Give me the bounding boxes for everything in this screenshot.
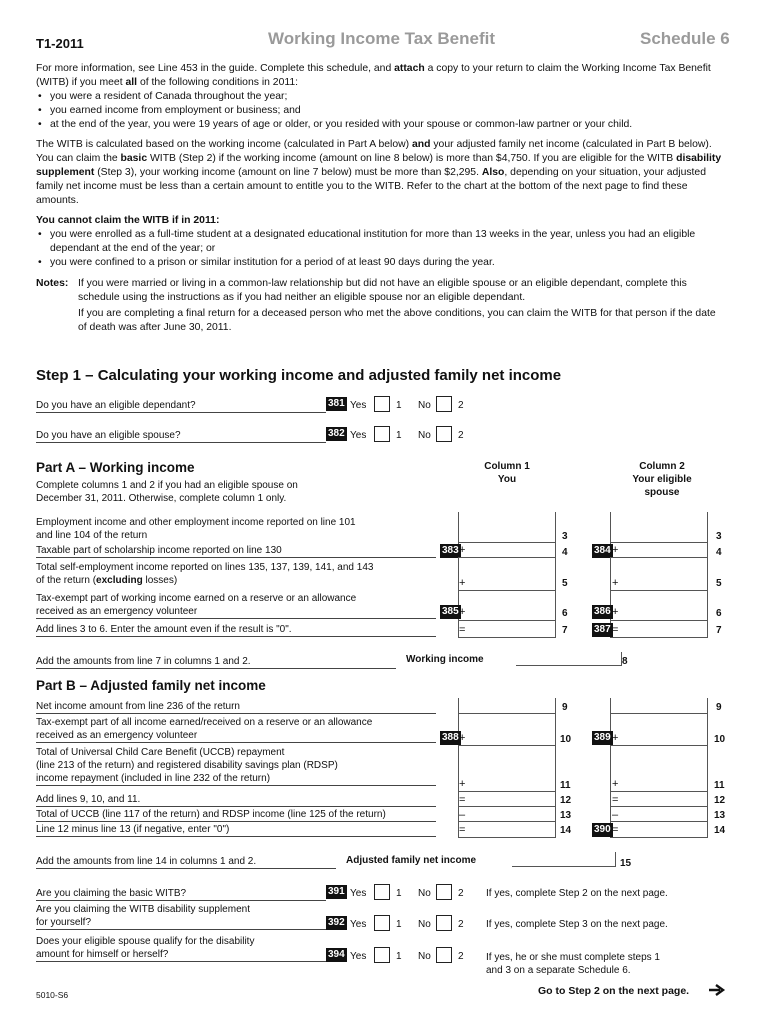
no-value: 2	[458, 888, 464, 899]
list-item: • you were confined to a prison or similar institution for a period of at least 90 days during the year.	[36, 256, 726, 270]
column1-header: Column 1 You	[484, 461, 530, 485]
list-item: • you were enrolled as a full-time student at a designated educational institution for more than 13 weeks in the year, unless you had an eligible dependant at the end of the year; or	[36, 228, 726, 256]
yes-value: 1	[396, 919, 402, 930]
field-code-386: 386	[594, 606, 611, 617]
line4-col2-input[interactable]	[622, 544, 708, 558]
yes-label: Yes	[350, 888, 367, 899]
no-checkbox[interactable]	[436, 396, 452, 412]
no-label: No	[418, 888, 431, 899]
yes-checkbox[interactable]	[374, 947, 390, 963]
partB-column2-fields	[610, 698, 708, 838]
field-code-384: 384	[594, 545, 611, 556]
line-number-6: 6	[562, 608, 568, 619]
yes-value: 1	[396, 888, 402, 899]
line-number-5: 5	[716, 578, 722, 589]
field-code-391: 391	[328, 886, 345, 897]
line14-label: Line 12 minus line 13 (if negative, enter "0")	[36, 823, 436, 837]
line8-label: Add the amounts from line 7 in columns 1 and 2.	[36, 655, 396, 669]
note-1: If you were married or living in a common-law relationship but did not have an eligible spouse or an eligible dependant, complete this schedule using the instructions as if you had neither an eligible spouse nor an eligible dependant.	[78, 278, 687, 303]
field-code-394: 394	[328, 949, 345, 960]
yes-value: 1	[396, 430, 402, 441]
line11-label: Total of Universal Child Care Benefit (UCCB) repayment (line 213 of the return) and registered disability savings plan (RDSP) income repayment (included in line 232 of the return)	[36, 746, 436, 786]
line-number-9: 9	[562, 702, 568, 713]
question-eligible-spouse: Do you have an eligible spouse?	[36, 429, 326, 443]
field-code-390: 390	[594, 824, 611, 835]
partA-description: Complete columns 1 and 2 if you had an eligible spouse on December 31, 2011. Otherwise, complete column 1 only.	[36, 480, 298, 504]
line-number-3: 3	[562, 531, 568, 542]
note-2: If you are completing a final return for a deceased person who met the above conditions, you can claim the WITB for that person if the date of death was after June 30, 2011.	[78, 308, 716, 333]
line7-label: Add lines 3 to 6. Enter the amount even if the result is "0".	[36, 623, 436, 637]
line15-label: Add the amounts from line 14 in columns 1 and 2.	[36, 855, 336, 869]
line9-label: Net income amount from line 236 of the return	[36, 700, 436, 714]
basic-witb-note: If yes, complete Step 2 on the next page.	[486, 888, 668, 899]
line-number-11: 11	[560, 780, 571, 791]
list-item: • at the end of the year, you were 19 years of age or older, or you resided with your spouse or common-law partner or your child.	[36, 118, 726, 132]
field-code-392: 392	[328, 917, 345, 928]
line6-label: Tax-exempt part of working income earned on a reserve or an allowance received as an emergency volunteer	[36, 592, 436, 619]
line-number-14: 14	[714, 825, 726, 836]
arrow-right-icon	[708, 983, 726, 997]
line-number-9: 9	[716, 702, 722, 713]
adjusted-income-input[interactable]	[512, 852, 616, 867]
field-code-385: 385	[442, 606, 459, 617]
line-number-4: 4	[716, 547, 722, 558]
notes-label: Notes:	[36, 278, 69, 289]
list-item: • you were a resident of Canada throughout the year;	[36, 90, 726, 104]
next-page-instruction: Go to Step 2 on the next page.	[538, 985, 690, 997]
field-code-383: 383	[442, 545, 459, 556]
no-label: No	[418, 400, 431, 411]
line13-label: Total of UCCB (line 117 of the return) and RDSP income (line 125 of the return)	[36, 808, 436, 822]
no-label: No	[418, 951, 431, 962]
working-income-label: Working income	[406, 654, 484, 665]
partB-title: Part B – Adjusted family net income	[36, 678, 266, 693]
line-number-3: 3	[716, 531, 722, 542]
field-code-387: 387	[594, 624, 611, 635]
yes-value: 1	[396, 951, 402, 962]
yes-label: Yes	[350, 919, 367, 930]
schedule-label: Schedule 6	[640, 29, 730, 48]
line-number-12: 12	[714, 795, 726, 806]
field-code-381: 381	[328, 398, 345, 409]
yes-label: Yes	[350, 951, 367, 962]
yes-checkbox[interactable]	[374, 396, 390, 412]
column2-header: Column 2 Your eligible spouse	[632, 461, 692, 498]
cannot-claim-title: You cannot claim the WITB if in 2011:	[36, 215, 220, 226]
conditions-list	[36, 90, 726, 132]
line5-label: Total self-employment income reported on lines 135, 137, 139, 141, and 143 of the return (excluding losses)	[36, 562, 374, 586]
line-number-10: 10	[560, 734, 572, 745]
line-number-10: 10	[714, 734, 726, 745]
line-number-11: 11	[714, 780, 725, 791]
line-number-7: 7	[562, 625, 568, 636]
calculation-paragraph: The WITB is calculated based on the working income (calculated in Part A below) and your adjusted family net income (calculated in Part B below). You can claim the basic WITB (Step 2) if the working income (amount on line 8 below) is more than $4,750. If you are eligible for the WITB disability supplement (Step 3), your working income (amount on line 7 below) must be more than $2,295. Also, depending on your situation, your adjusted family net income must be less than a certain amount to entitle you to the WITB. Refer to the chart at the bottom of the next page to find these amounts.	[36, 139, 722, 206]
no-value: 2	[458, 919, 464, 930]
field-code-388: 388	[442, 732, 459, 743]
working-income-input[interactable]	[516, 652, 622, 666]
intro-paragraph: For more information, see Line 453 in the guide. Complete this schedule, and attach a copy to your return to claim the Working Income Tax Benefit (WITB) if you meet all of the following conditions in 2011: • you were a resident of Canada throughout the year; • you earned income from employment or business; and • at the end of the year, you were 19 years of age or older, or you resided with your spouse or common-law partner or your child.	[36, 62, 726, 132]
yes-checkbox[interactable]	[374, 426, 390, 442]
cannot-claim-section	[36, 214, 726, 270]
partB-column1-fields	[458, 698, 556, 838]
no-value: 2	[458, 400, 464, 411]
no-value: 2	[458, 430, 464, 441]
adjusted-family-net-income-label: Adjusted family net income	[346, 855, 477, 866]
no-label: No	[418, 919, 431, 930]
no-checkbox[interactable]	[436, 884, 452, 900]
yes-label: Yes	[350, 430, 367, 441]
line3-label: Employment income and other employment income reported on line 101 and line 104 of the return	[36, 517, 356, 541]
line4-label: Taxable part of scholarship income reported on line 130	[36, 544, 436, 558]
line-number-13: 13	[714, 810, 726, 821]
line-number-7: 7	[716, 625, 722, 636]
disability-supplement-note: If yes, complete Step 3 on the next page.	[486, 919, 668, 930]
line-number-13: 13	[560, 810, 572, 821]
partA-title: Part A – Working income	[36, 460, 195, 475]
notes-section	[36, 277, 726, 335]
list-item: • you earned income from employment or business; and	[36, 104, 726, 118]
line-number-8: 8	[622, 656, 628, 667]
yes-value: 1	[396, 400, 402, 411]
line-number-6: 6	[716, 608, 722, 619]
line-number-14: 14	[560, 825, 572, 836]
yes-checkbox[interactable]	[374, 884, 390, 900]
line10-label: Tax-exempt part of all income earned/received on a reserve or an allowance received as an emergency volunteer	[36, 716, 436, 743]
no-checkbox[interactable]	[436, 947, 452, 963]
question-spouse-disability: Does your eligible spouse qualify for the disability amount for himself or herself?	[36, 935, 326, 962]
form-title: Working Income Tax Benefit	[268, 29, 496, 48]
form-id: T1-2011	[36, 36, 84, 51]
form-code: 5010-S6	[36, 990, 69, 1000]
line-number-5: 5	[562, 578, 568, 589]
no-value: 2	[458, 951, 464, 962]
field-code-382: 382	[328, 428, 345, 439]
field-code-389: 389	[594, 732, 611, 743]
line12-label: Add lines 9, 10, and 11.	[36, 793, 436, 807]
no-label: No	[418, 430, 431, 441]
line-number-4: 4	[562, 547, 568, 558]
spouse-disability-note: If yes, he or she must complete steps 1 and 3 on a separate Schedule 6.	[486, 952, 660, 976]
step1-title: Step 1 – Calculating your working income and adjusted family net income	[36, 367, 562, 384]
no-checkbox[interactable]	[436, 915, 452, 931]
no-checkbox[interactable]	[436, 426, 452, 442]
yes-label: Yes	[350, 400, 367, 411]
line-number-15: 15	[620, 858, 632, 869]
line-number-12: 12	[560, 795, 572, 806]
yes-checkbox[interactable]	[374, 915, 390, 931]
question-disability-supplement: Are you claiming the WITB disability supplement for yourself?	[36, 903, 326, 930]
line4-col1-input[interactable]	[470, 544, 556, 558]
question-eligible-dependant: Do you have an eligible dependant?	[36, 399, 326, 413]
question-basic-witb: Are you claiming the basic WITB?	[36, 887, 326, 901]
